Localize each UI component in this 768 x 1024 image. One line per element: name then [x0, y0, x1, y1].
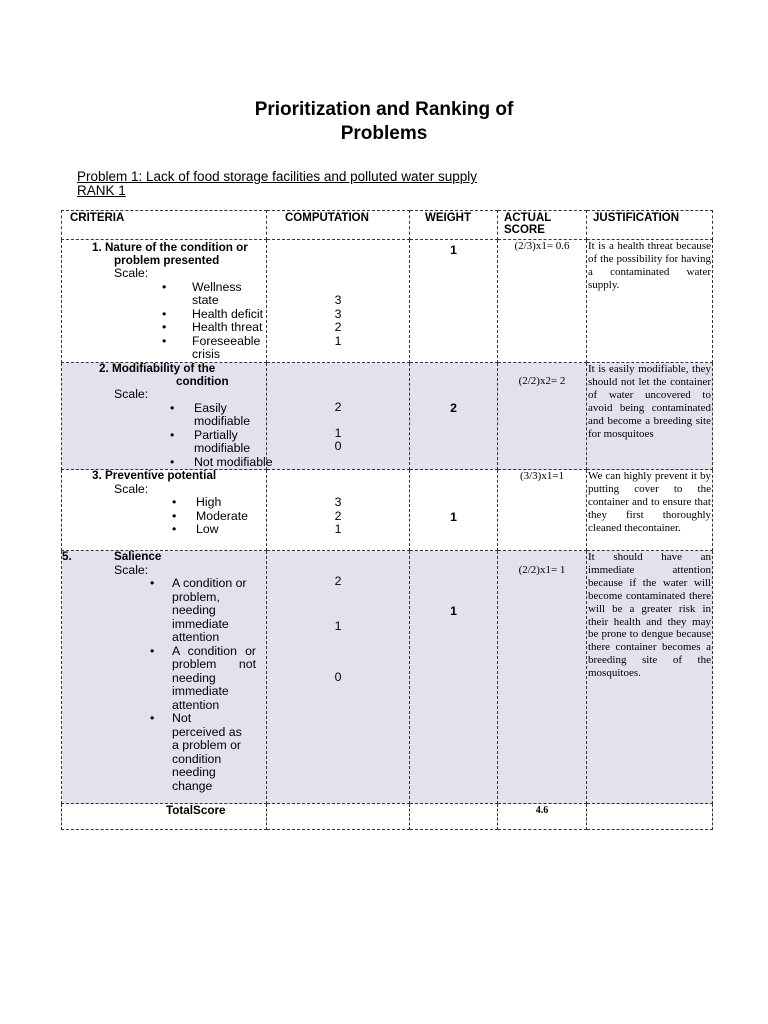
scale-item: • Moderate: [172, 510, 266, 524]
weight-cell: 1: [410, 240, 498, 363]
criteria-cell: [62, 551, 267, 804]
total-score-cell: 4.6: [498, 804, 587, 830]
criteria-cell: [62, 470, 267, 551]
justification-cell: It is easily modifiable, they should not let the container of water uncovered to avoid being contaminated and become a breeding site for mosquitoes: [587, 363, 713, 470]
scale-label: Scale:: [114, 562, 149, 577]
justification-cell: We can highly prevent it by putting cover to the container and to ensure that they first thoroughly cleaned thecontainer.: [587, 470, 713, 551]
scale-item: • A condition or problem, needing immediate attention: [150, 577, 240, 645]
justification-cell: It should have an immediate attention because if the water will become contaminated there will be a greater risk in their health and they may be prone to dengue because there container becomes a breeding site of the mosquitoes.: [587, 551, 713, 804]
criteria-title: 1. Nature of the condition or: [92, 241, 248, 254]
actual-score-cell: (2/3)x1= 0.6: [498, 240, 587, 363]
scale-value: 3: [334, 306, 342, 321]
scale-value: 1: [334, 425, 342, 440]
scale-item: • Not perceived as a problem or condition needing change: [150, 712, 240, 793]
weight-cell: 1: [410, 551, 498, 804]
header-weight: WEIGHT: [410, 211, 498, 240]
criteria-title: 3. Preventive potential: [92, 469, 217, 482]
ranking-table: [61, 210, 713, 830]
weight-cell: 1: [410, 470, 498, 551]
header-row: [62, 211, 713, 240]
scale-value: 1: [334, 333, 342, 348]
scale-item: • A condition or problem not needing immediate attention: [150, 645, 240, 713]
criteria-title: 2. Modifiability of the: [99, 362, 216, 375]
criteria-cell: [62, 240, 267, 363]
scale-value: 3: [334, 495, 342, 509]
scale-value: 0: [334, 670, 342, 684]
computation-cell: [267, 470, 410, 551]
scale-value: 3: [334, 293, 342, 307]
computation-cell: [267, 363, 410, 470]
scale-value: 1: [334, 522, 342, 536]
criteria-subtitle: problem presented: [114, 253, 220, 267]
table-row: [62, 363, 713, 470]
header-justification: JUSTIFICATION: [587, 211, 713, 240]
scale-item: • Wellness state: [162, 281, 266, 308]
criteria-subtitle: condition: [176, 374, 229, 388]
scale-value: 0: [334, 439, 342, 453]
header-criteria: CRITERIA: [62, 211, 267, 240]
header-actual-score: ACTUAL SCORE: [498, 211, 587, 240]
actual-score-cell: (2/2)x1= 1: [498, 551, 587, 804]
actual-score-cell: (3/3)x1=1: [498, 470, 587, 551]
table-row: [62, 551, 713, 804]
actual-score-cell: (2/2)x2= 2: [498, 363, 587, 470]
scale-item: • High: [172, 496, 266, 510]
criteria-cell: [62, 362, 273, 470]
scale-value: 2: [334, 320, 342, 334]
total-row: [62, 804, 713, 830]
scale-item: • Low: [172, 523, 266, 537]
scale-item: • Health deficit: [162, 308, 266, 322]
total-computation-cell: [267, 804, 410, 830]
table-row: [62, 240, 713, 363]
scale-label: Scale:: [114, 387, 149, 401]
title-line-1: Prioritization and Ranking of: [254, 99, 514, 120]
criteria-number: 5.: [62, 550, 72, 563]
computation-cell: [267, 240, 410, 363]
justification-cell: It is a health threat because of the possibility for having a contaminated water supply.: [587, 240, 713, 363]
total-label-cell: TotalScore: [62, 804, 267, 830]
computation-cell: [267, 551, 410, 804]
total-justification-cell: [587, 804, 713, 830]
scale-value: 1: [334, 618, 342, 633]
title-line-2: Problems: [340, 123, 428, 144]
scale-value: 2: [334, 508, 342, 523]
scale-value: 2: [334, 574, 342, 588]
rank-label: RANK 1: [77, 183, 126, 198]
problem-statement: [77, 170, 477, 198]
scale-item: • Foreseeable crisis: [162, 335, 266, 362]
scale-label: Scale:: [114, 481, 149, 496]
problem-label: Problem 1: Lack of food storage facilities and polluted water supply: [77, 169, 477, 184]
scale-item: • Partially modifiable: [170, 429, 266, 456]
scale-item: • Not modifiable: [170, 456, 266, 470]
page-title: [0, 98, 768, 146]
weight-cell: 2: [410, 363, 498, 470]
scale-item: • Easily modifiable: [170, 402, 266, 429]
criteria-title: Salience: [114, 550, 162, 563]
scale-item: • Health threat: [162, 321, 266, 335]
scale-value: 2: [334, 400, 342, 414]
scale-label: Scale:: [114, 266, 149, 280]
table-row: [62, 470, 713, 551]
header-computation: COMPUTATION: [267, 211, 410, 240]
total-weight-cell: [410, 804, 498, 830]
